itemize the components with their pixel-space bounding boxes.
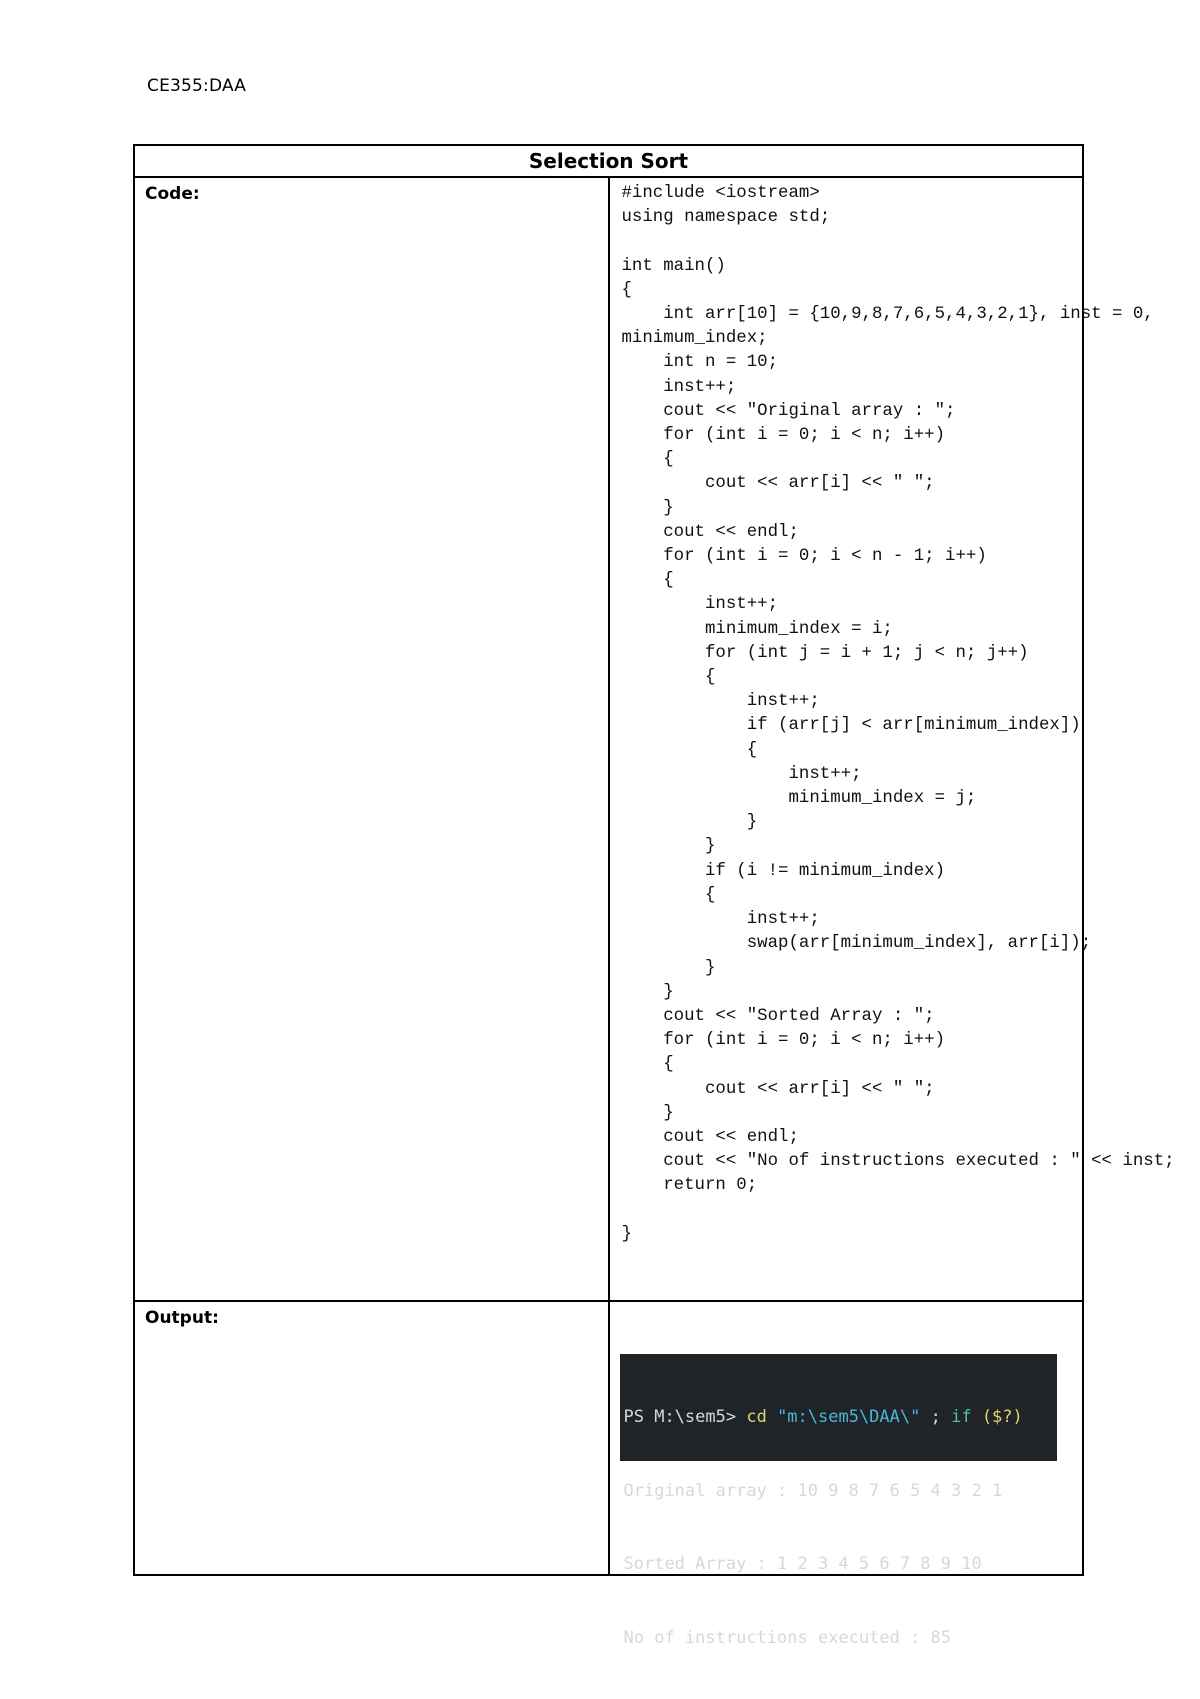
- output-label: Output:: [134, 1301, 609, 1575]
- table-title: Selection Sort: [134, 145, 1083, 177]
- terminal-sorted-line: Sorted Array : 1 2 3 4 5 6 7 8 9 10: [623, 1554, 982, 1574]
- code-cell: [609, 177, 1175, 1301]
- terminal-if-keyword: if: [951, 1407, 972, 1427]
- terminal-command-line: [624, 1405, 1057, 1430]
- title-row: [134, 145, 1083, 177]
- terminal-separator: ;: [920, 1407, 952, 1427]
- output-cell: [609, 1301, 1084, 1648]
- code-label: Code:: [134, 177, 609, 1301]
- terminal-prompt: PS M:\sem5>: [623, 1407, 747, 1427]
- terminal-cmd: cd: [746, 1407, 767, 1427]
- terminal-original-line: Original array : 10 9 8 7 6 5 4 3 2 1: [623, 1480, 1003, 1501]
- terminal-count-line: No of instructions executed : 85: [623, 1627, 952, 1648]
- code-listing: #include <iostream> using namespace std; int main() { int arr[10] = {10,9,8,7,6,5,4,3,2,1}, inst = 0, minimum_index; int n = 10; inst++; cout << "Original array : "; for (int i = 0; i < n; i++) { cout << arr[i] << " "; } cout << endl; for (int i = 0; i < n - 1; i++) { inst++; minimum_index = i; for (int j = i + 1; j < n; j++) { inst++; if (arr[j] < arr[minimum_index]) { inst++; minimum_index = j; } } if (i != minimum_index) { inst++; swap(arr[minimum_index], arr[i]); } } cout << "Sorted Array : "; for (int i = 0; i < n; i++) { cout << arr[i] << " "; } cout << endl; cout << "No of instructions executed : " << inst; return 0; }: [621, 184, 1175, 1244]
- course-header: CE355:DAA: [147, 76, 247, 96]
- terminal-condition: ($?): [981, 1407, 1023, 1427]
- output-row: [134, 1301, 1083, 1575]
- document-table: [133, 144, 1175, 1648]
- terminal-screenshot: [620, 1354, 1057, 1648]
- code-row: [134, 177, 1083, 1301]
- terminal-path-arg: "m:\sem5\DAA\": [777, 1407, 921, 1427]
